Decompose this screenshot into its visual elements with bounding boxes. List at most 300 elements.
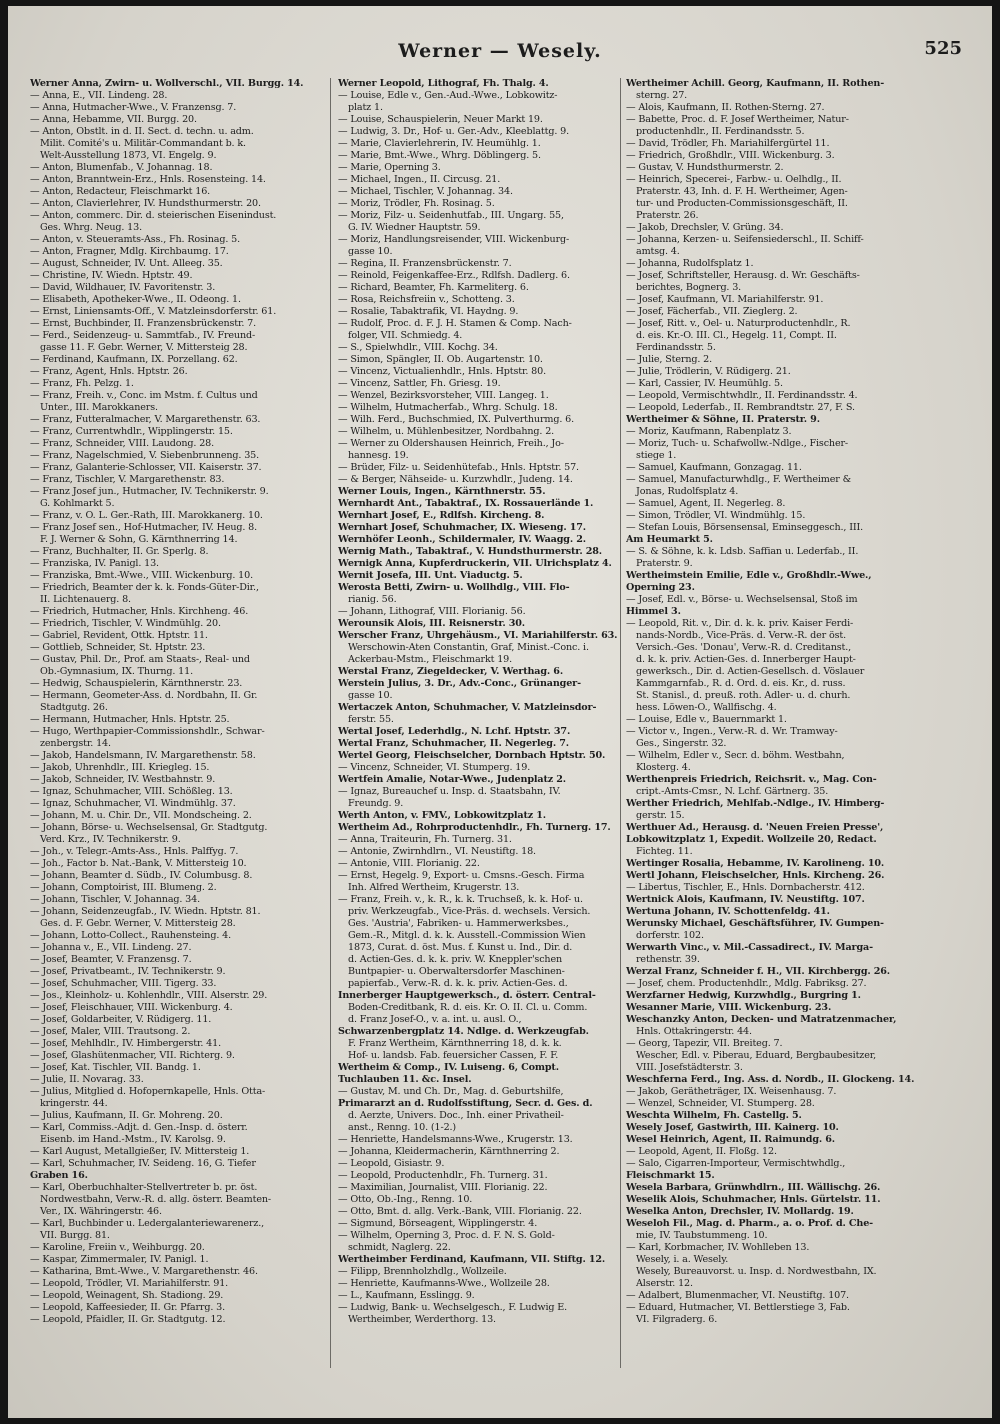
directory-entry: — Wenzel, Bezirksvorsteher, VIII. Langeg. 1. xyxy=(338,390,549,401)
directory-entry: hess. Löwen-O., Wallfischg. 4. xyxy=(636,702,777,713)
directory-entry: Buntpapier- u. Oberwaltersdorfer Maschinen- xyxy=(348,966,565,977)
directory-entry: — Ignaz, Bureauchef u. Insp. d. Staatsbahn, IV. xyxy=(338,786,561,797)
directory-entry: — Werner zu Oldershausen Heinrich, Freih., Jo- xyxy=(338,438,564,449)
directory-entry: Ver., IX. Währingerstr. 46. xyxy=(40,1206,162,1217)
directory-entry: Wertaczek Anton, Schuhmacher, V. Matzleinsdor- xyxy=(338,702,597,713)
directory-entry: VII. Burgg. 81. xyxy=(40,1230,110,1241)
directory-entry: — Regina, II. Franzensbrückenstr. 7. xyxy=(338,258,512,269)
directory-entry: Wesel Heinrich, Agent, II. Raimundg. 6. xyxy=(626,1134,835,1145)
directory-entry: mie, IV. Taubstummeng. 10. xyxy=(636,1230,768,1241)
directory-entry: — Reinold, Feigenkaffee-Erz., Rdlfsh. Dadlerg. 6. xyxy=(338,270,570,281)
directory-entry: Wertinger Rosalia, Hebamme, IV. Karolineng. 10. xyxy=(626,858,885,869)
directory-entry: Werthuer Ad., Herausg. d. 'Neuen Freien Presse', xyxy=(626,822,884,833)
directory-entry: — Hermann, Hutmacher, Hnls. Hptstr. 25. xyxy=(30,714,230,725)
directory-entry: Wernhart Josef, Schuhmacher, IX. Wieseng. 17. xyxy=(338,522,586,533)
directory-entry: — S. & Söhne, k. k. Ldsb. Saffian u. Lederfab., II. xyxy=(626,546,859,557)
directory-entry: d. Actien-Ges. d. k. k. priv. W. Kneppler'schen xyxy=(348,954,563,965)
directory-entry: — Elisabeth, Apotheker-Wwe., II. Odeong. 1. xyxy=(30,294,241,305)
directory-entry: Werzal Franz, Schneider f. H., VII. Kirchbergg. 26. xyxy=(626,966,890,977)
directory-entry: Wernigk Anna, Kupferdruckerin, VII. Ulrichsplatz 4. xyxy=(338,558,612,569)
directory-entry: Wernhöfer Leonh., Schildermaler, IV. Waagg. 2. xyxy=(338,534,586,545)
directory-entry: — Henriette, Handelsmanns-Wwe., Krugerstr. 13. xyxy=(338,1134,573,1145)
directory-entry: — Leopold, Weinagent, Sh. Stadiong. 29. xyxy=(30,1290,224,1301)
directory-entry: — Heinrich, Specerei-, Farbw.- u. Oelhdlg., II. xyxy=(626,174,842,185)
directory-entry: Werounsik Alois, III. Reisnerstr. 30. xyxy=(338,618,525,629)
directory-entry: — Karl, Buchbinder u. Ledergalanteriewarenerz., xyxy=(30,1218,265,1229)
directory-entry: 1873, Curat. d. öst. Mus. f. Kunst u. Ind., Dir. d. xyxy=(348,942,573,953)
directory-entry: Ferdinandsstr. 5. xyxy=(636,342,716,353)
directory-entry: Verd. Krz., IV. Technikerstr. 9. xyxy=(40,834,181,845)
directory-entry: — Josef, Goldarbeiter, V. Rüdigerg. 11. xyxy=(30,1014,212,1025)
directory-entry: — Karoline, Freiin v., Weihburgg. 20. xyxy=(30,1242,205,1253)
directory-entry: — Marie, Clavierlehrerin, IV. Heumühlg. 1. xyxy=(338,138,541,149)
directory-entry: Werther Friedrich, Mehlfab.-Ndlge., IV. Himberg- xyxy=(626,798,885,809)
directory-entry: Inh. Alfred Wertheim, Krugerstr. 13. xyxy=(348,882,520,893)
directory-entry: — Alois, Kaufmann, II. Rothen-Sterng. 27. xyxy=(626,102,825,113)
directory-entry: Werstal Franz, Ziegeldecker, V. Werthag. 6. xyxy=(338,666,564,677)
directory-entry: Wertheimber, Werderthorg. 13. xyxy=(348,1314,496,1325)
directory-entry: Graben 16. xyxy=(30,1170,88,1181)
directory-entry: — Julius, Mitglied d. Hofopernkapelle, Hnls. Otta- xyxy=(30,1086,266,1097)
directory-entry: — Julius, Kaufmann, II. Gr. Mohreng. 20. xyxy=(30,1110,223,1121)
directory-entry: — Ernst, Buchbinder, II. Franzensbrückenstr. 7. xyxy=(30,318,257,329)
column-divider xyxy=(330,78,331,1368)
directory-entry: — Kaspar, Zimmermaler, IV. Panigl. 1. xyxy=(30,1254,209,1265)
directory-entry: Ob.-Gymnasium, IX. Thurng. 11. xyxy=(40,666,193,677)
directory-entry: — Friedrich, Beamter der k. k. Fonds-Güter-Dir., xyxy=(30,582,259,593)
directory-entry: — Moriz, Handlungsreisender, VIII. Wickenburg- xyxy=(338,234,570,245)
directory-entry: — Wilh. Ferd., Buchschmied, IX. Pulverthurmg. 6. xyxy=(338,414,574,425)
directory-entry: Werzfarner Hedwig, Kurzwhdlg., Burgring 1. xyxy=(626,990,861,1001)
directory-entry: schmidt, Naglerg. 22. xyxy=(348,1242,451,1253)
column-2 xyxy=(338,78,636,1398)
directory-entry: Klosterg. 4. xyxy=(636,762,691,773)
directory-entry: Weschta Wilhelm, Fh. Castellg. 5. xyxy=(626,1110,802,1121)
directory-entry: Am Heumarkt 5. xyxy=(626,534,713,545)
directory-entry: — Franz, Currentwhdlr., Wipplingerstr. 15. xyxy=(30,426,233,437)
directory-entry: — Adalbert, Blumenmacher, VI. Neustiftg. 107. xyxy=(626,1290,849,1301)
directory-entry: d. k. k. priv. Actien-Ges. d. Innerberger Haupt- xyxy=(636,654,856,665)
directory-entry: Wertal Josef, Lederhdlg., N. Lchf. Hptstr. 37. xyxy=(338,726,571,737)
directory-entry: F. J. Werner & Sohn, G. Kärnthnerring 14. xyxy=(40,534,238,545)
directory-entry: — Karl, Oberbuchhalter-Stellvertreter b. pr. öst. xyxy=(30,1182,258,1193)
directory-entry: — Jos., Kleinholz- u. Kohlenhdlr., VIII. Alserstr. 29. xyxy=(30,990,268,1001)
directory-entry: — Salo, Cigarren-Importeur, Vermischtwhdlg., xyxy=(626,1158,846,1169)
directory-entry: Ges. d. F. Gebr. Werner, V. Mittersteig 28. xyxy=(40,918,236,929)
directory-entry: Werscher Franz, Uhrgehäusm., VI. Mariahilferstr. 63. xyxy=(338,630,618,641)
directory-entry: — Ignaz, Schuhmacher, VI. Windmühlg. 37. xyxy=(30,798,236,809)
directory-page xyxy=(8,6,992,1418)
directory-entry: Wernhardt Ant., Tabaktraf., IX. Rossauerlände 1. xyxy=(338,498,594,509)
directory-entry: — Samuel, Manufacturwhdlg., F. Wertheimer & xyxy=(626,474,851,485)
directory-entry: — Anna, Traiteurin, Fh. Turnerg. 31. xyxy=(338,834,512,845)
directory-entry: — Leopold, Pfaidler, II. Gr. Stadtgutg. 12. xyxy=(30,1314,226,1325)
directory-entry: — Leopold, Kaffeesieder, II. Gr. Pfarrg. 3. xyxy=(30,1302,225,1313)
directory-entry: gasse 11. F. Gebr. Werner, V. Mittersteig 28. xyxy=(40,342,248,353)
directory-entry: — Rosalie, Tabaktrafik, VI. Haydng. 9. xyxy=(338,306,519,317)
directory-entry: Wernhart Josef, E., Rdlfsh. Kircheng. 8. xyxy=(338,510,545,521)
directory-entry: — Rudolf, Proc. d. F. J. H. Stamen & Comp. Nach- xyxy=(338,318,572,329)
directory-entry: Wertfein Amalie, Notar-Wwe., Judenplatz 2. xyxy=(338,774,566,785)
directory-entry: Werunsky Michael, Geschäftsführer, IV. Gumpen- xyxy=(626,918,884,929)
directory-entry: — Johanna, Kleidermacherin, Kärnthnerring 2. xyxy=(338,1146,560,1157)
directory-entry: Nordwestbahn, Verw.-R. d. allg. österr. Beamten- xyxy=(40,1194,271,1205)
directory-entry: — Libertus, Tischler, E., Hnls. Dornbacherstr. 412. xyxy=(626,882,865,893)
directory-entry: Fleischmarkt 15. xyxy=(626,1170,715,1181)
directory-entry: — Wilhelm, u. Mühlenbesitzer, Nordbahng. 2. xyxy=(338,426,555,437)
directory-entry: — Jakob, Uhrenhdlr., III. Kriegleg. 15. xyxy=(30,762,210,773)
directory-entry: — Johann, Comptoirist, III. Blumeng. 2. xyxy=(30,882,217,893)
directory-entry: Wesely, i. a. Wesely. xyxy=(636,1254,729,1265)
directory-entry: — Franz, Buchhalter, II. Gr. Sperlg. 8. xyxy=(30,546,209,557)
directory-entry: Weseloh Fil., Mag. d. Pharm., a. o. Prof. d. Che- xyxy=(626,1218,873,1229)
directory-entry: — Leopold, Vermischtwhdlr., II. Ferdinandsstr. 4. xyxy=(626,390,858,401)
directory-entry: gasse 10. xyxy=(348,246,393,257)
directory-entry: — Johann, Börse- u. Wechselsensal, Gr. Stadtgutg. xyxy=(30,822,268,833)
column-1 xyxy=(30,78,328,1398)
directory-entry: — David, Trödler, Fh. Mariahilfergürtel 11. xyxy=(626,138,830,149)
directory-entry: Kammgarnfab., R. d. Ord. d. eis. Kr., d. russ. xyxy=(636,678,846,689)
directory-entry: — Josef, Schriftsteller, Herausg. d. Wr. Geschäfts- xyxy=(626,270,860,281)
directory-entry: Primararzt an d. Rudolfsstiftung, Secr. d. Ges. d. xyxy=(338,1098,593,1109)
directory-entry: — Marie, Bmt.-Wwe., Whrg. Döblingerg. 5. xyxy=(338,150,541,161)
directory-entry: — Ernst, Liniensamts-Off., V. Matzleinsdorferstr. 61. xyxy=(30,306,277,317)
directory-entry: Weschferna Ferd., Ing. Ass. d. Nordb., II. Glockeng. 14. xyxy=(626,1074,915,1085)
directory-entry: — Anton, Clavierlehrer, IV. Hundsthurmerstr. 20. xyxy=(30,198,261,209)
directory-entry: — Franz, Tischler, V. Margarethenstr. 83. xyxy=(30,474,225,485)
directory-entry: — Jakob, Gerätheträger, IX. Weisenhausg. 7. xyxy=(626,1086,837,1097)
directory-entry: — Richard, Beamter, Fh. Karmeliterg. 6. xyxy=(338,282,529,293)
directory-entry: — Wenzel, Schneider, VI. Stumperg. 28. xyxy=(626,1098,815,1109)
directory-entry: — Otto, Bmt. d. allg. Verk.-Bank, VIII. Florianig. 22. xyxy=(338,1206,582,1217)
directory-entry: F. Franz Wertheim, Kärnthnerring 18, d. k. k. xyxy=(348,1038,562,1049)
directory-entry: — Anton, Redacteur, Fleischmarkt 16. xyxy=(30,186,211,197)
directory-entry: — Antonie, Zwirnhdlrn., VI. Neustiftg. 18. xyxy=(338,846,536,857)
directory-entry: — Johann, Beamter d. Südb., IV. Columbusg. 8. xyxy=(30,870,253,881)
directory-entry: — Karl, Schuhmacher, IV. Seideng. 16, G. Tiefer xyxy=(30,1158,256,1169)
directory-entry: — Johann, Tischler, V. Johannag. 34. xyxy=(30,894,200,905)
directory-entry: — David, Wildhauer, IV. Favoritenstr. 3. xyxy=(30,282,216,293)
directory-entry: — Maximilian, Journalist, VIII. Florianig. 22. xyxy=(338,1182,548,1193)
directory-entry: — Josef, chem. Productenhdlr., Mdlg. Fabriksg. 27. xyxy=(626,978,867,989)
directory-entry: — Leopold, Agent, II. Floßg. 12. xyxy=(626,1146,777,1157)
directory-entry: sterng. 27. xyxy=(636,90,688,101)
directory-entry: — Ludwig, Bank- u. Wechselgesch., F. Ludwig E. xyxy=(338,1302,568,1313)
directory-entry: — Josef, Privatbeamt., IV. Technikerstr. 9. xyxy=(30,966,226,977)
directory-entry: — Karl August, Metallgießer, IV. Mittersteig 1. xyxy=(30,1146,250,1157)
directory-entry: — August, Schneider, IV. Unt. Alleeg. 35. xyxy=(30,258,223,269)
directory-entry: — Julie, II. Novarag. 33. xyxy=(30,1074,144,1085)
directory-entry: nands-Nordb., Vice-Präs. d. Verw.-R. der öst. xyxy=(636,630,847,641)
directory-entry: G. IV. Wiedner Hauptstr. 59. xyxy=(348,222,481,233)
directory-entry: — Wilhelm, Operning 3, Proc. d. F. N. S. Gold- xyxy=(338,1230,555,1241)
directory-entry: — Antonie, VIII. Florianig. 22. xyxy=(338,858,480,869)
directory-entry: — Johann, Seidenzeugfab., IV. Wiedn. Hptstr. 81. xyxy=(30,906,261,917)
directory-entry: Ackerbau-Mstm., Fleischmarkt 19. xyxy=(348,654,513,665)
directory-entry: — Filipp, Brennholzhdlg., Wollzeile. xyxy=(338,1266,507,1277)
directory-entry: — Karl, Korbmacher, IV. Wohlleben 13. xyxy=(626,1242,810,1253)
directory-entry: — Friedrich, Tischler, V. Windmühlg. 20. xyxy=(30,618,221,629)
directory-entry: — Friedrich, Großhdlr., VIII. Wickenburg. 3. xyxy=(626,150,835,161)
directory-entry: Weschanzky Anton, Decken- und Matratzenmacher, xyxy=(626,1014,897,1025)
directory-entry: Wertuna Johann, IV. Schottenfeldg. 41. xyxy=(626,906,830,917)
directory-entry: Praterstr. 26. xyxy=(636,210,699,221)
directory-entry: Operning 23. xyxy=(626,582,695,593)
directory-entry: Werstein Julius, 3. Dr., Adv.-Conc., Grünanger- xyxy=(338,678,581,689)
directory-entry: — Johanna v., E., VII. Lindeng. 27. xyxy=(30,942,192,953)
directory-entry: VI. Filgraderg. 6. xyxy=(636,1314,718,1325)
directory-entry: — Gottlieb, Schneider, St. Hptstr. 23. xyxy=(30,642,206,653)
directory-entry: Werschowin-Aten Constantin, Graf, Minist.-Conc. i. xyxy=(348,642,589,653)
directory-entry: — Michael, Tischler, V. Johannag. 34. xyxy=(338,186,513,197)
directory-entry: — Johann, Lotto-Collect., Rauhensteing. 4. xyxy=(30,930,231,941)
directory-entry: — Marie, Operning 3. xyxy=(338,162,441,173)
directory-entry: — Jakob, Schneider, IV. Westbahnstr. 9. xyxy=(30,774,216,785)
directory-entry: — Samuel, Kaufmann, Gonzagag. 11. xyxy=(626,462,802,473)
directory-entry: Wernit Josefa, III. Unt. Viaductg. 5. xyxy=(338,570,523,581)
directory-entry: Wertheim Ad., Rohrproductenhdlr., Fh. Turnerg. 17. xyxy=(338,822,611,833)
directory-entry: rianig. 56. xyxy=(348,594,397,605)
directory-entry: — Vincenz, Victualienhdlr., Hnls. Hptstr. 80. xyxy=(338,366,546,377)
directory-entry: Schwarzenbergplatz 14. Ndlge. d. Werkzeugfab. xyxy=(338,1026,589,1037)
directory-entry: — Sigmund, Börseagent, Wipplingerstr. 4. xyxy=(338,1218,538,1229)
directory-entry: — Josef, Edl. v., Börse- u. Wechselsensal, Stoß im xyxy=(626,594,858,605)
directory-entry: anst., Renng. 10. (1-2.) xyxy=(348,1122,457,1133)
directory-entry: — Vincenz, Sattler, Fh. Griesg. 19. xyxy=(338,378,501,389)
directory-entry: Himmel 3. xyxy=(626,606,681,617)
directory-entry: — Johanna, Kerzen- u. Seifensiederschl., II. Schiff- xyxy=(626,234,864,245)
directory-entry: — & Berger, Nähseide- u. Kurzwhdlr., Judeng. 14. xyxy=(338,474,573,485)
directory-entry: — Franz, Schneider, VIII. Laudong. 28. xyxy=(30,438,214,449)
directory-entry: — Eduard, Hutmacher, VI. Bettlerstiege 3, Fab. xyxy=(626,1302,850,1313)
directory-entry: — Michael, Ingen., II. Circusg. 21. xyxy=(338,174,501,185)
directory-entry: hannesg. 19. xyxy=(348,450,409,461)
directory-entry: Hof- u. landsb. Fab. feuersicher Cassen, F. F. xyxy=(348,1050,559,1061)
directory-entry: — Johann, Lithograf, VIII. Florianig. 56. xyxy=(338,606,526,617)
directory-entry: gewerksch., Dir. d. Actien-Gesellsch. d. Vöslauer xyxy=(636,666,865,677)
directory-entry: — S., Spielwhdlr., VIII. Kochg. 34. xyxy=(338,342,498,353)
page-header xyxy=(8,36,992,72)
directory-entry: — Ludwig, 3. Dr., Hof- u. Ger.-Adv., Kleeblattg. 9. xyxy=(338,126,569,137)
directory-entry: Fichteg. 11. xyxy=(636,846,693,857)
directory-entry: — Moriz, Trödler, Fh. Rosinag. 5. xyxy=(338,198,495,209)
directory-entry: platz 1. xyxy=(348,102,383,113)
directory-entry: Werner Anna, Zwirn- u. Wollverschl., VII. Burgg. 14. xyxy=(30,78,304,89)
directory-entry: Wertheimer & Söhne, II. Praterstr. 9. xyxy=(626,414,820,425)
directory-entry: folger, VII. Schmiedg. 4. xyxy=(348,330,463,341)
directory-entry: — Franz, Freih. v., k. R., k. k. Truchseß, k. k. Hof- u. xyxy=(338,894,583,905)
directory-entry: Wertheim & Comp., IV. Luiseng. 6, Compt. xyxy=(338,1062,559,1073)
directory-entry: — Jakob, Handelsmann, IV. Margarethenstr. 58. xyxy=(30,750,256,761)
directory-entry: Werosta Betti, Zwirn- u. Wollhdlg., VIII. Flo- xyxy=(338,582,570,593)
directory-entry: — Josef, Fächerfab., VII. Zieglerg. 2. xyxy=(626,306,798,317)
directory-entry: priv. Werkzeugfab., Vice-Präs. d. wechsels. Versich. xyxy=(348,906,591,917)
directory-entry: — Brüder, Filz- u. Seidenhütefab., Hnls. Hptstr. 57. xyxy=(338,462,579,473)
directory-entry: — Christine, IV. Wiedn. Hptstr. 49. xyxy=(30,270,193,281)
directory-entry: — Moriz, Kaufmann, Rabenplatz 3. xyxy=(626,426,792,437)
directory-entry: — Josef, Glashütenmacher, VII. Richterg. 9. xyxy=(30,1050,235,1061)
directory-entry: — Karl, Cassier, IV. Heumühlg. 5. xyxy=(626,378,783,389)
directory-entry: — Franz, Agent, Hnls. Hptstr. 26. xyxy=(30,366,188,377)
directory-entry: — Ferd., Seidenzeug- u. Sammtfab., IV. Freund- xyxy=(30,330,256,341)
directory-entry: zenbergstr. 14. xyxy=(40,738,111,749)
page-number: 525 xyxy=(924,38,962,59)
directory-entry: d. eis. Kr.-O. III. Cl., Hegelg. 11, Compt. II. xyxy=(636,330,837,341)
directory-entry: d. Aerzte, Univers. Doc., Inh. einer Privatheil- xyxy=(348,1110,564,1121)
directory-entry: — Franz Josef jun., Hutmacher, IV. Technikerstr. 9. xyxy=(30,486,269,497)
column-3 xyxy=(626,78,926,1398)
directory-entry: — Franz, Futteralmacher, V. Margarethenstr. 63. xyxy=(30,414,261,425)
directory-entry: Werwarth Vinc., v. Mil.-Cassadirect., IV. Marga- xyxy=(626,942,873,953)
directory-entry: Gem.-R., Mitgl. d. k. k. Ausstell.-Commission Wien xyxy=(348,930,586,941)
directory-entry: — Ignaz, Schuhmacher, VIII. Schößleg. 13. xyxy=(30,786,233,797)
directory-entry: — Leopold, Trödler, VI. Mariahilferstr. 91. xyxy=(30,1278,229,1289)
directory-entry: — Josef, Mehlhdlr., IV. Himbergerstr. 41. xyxy=(30,1038,221,1049)
directory-entry: — Joh., Factor b. Nat.-Bank, V. Mittersteig 10. xyxy=(30,858,247,869)
directory-entry: — Hedwig, Schauspielerin, Kärnthnerstr. 23. xyxy=(30,678,243,689)
directory-entry: — Johanna, Rudolfsplatz 1. xyxy=(626,258,754,269)
directory-entry: amtsg. 4. xyxy=(636,246,680,257)
directory-entry: VIII. Josefstädterstr. 3. xyxy=(636,1062,743,1073)
directory-entry: berichtes, Bognerg. 3. xyxy=(636,282,742,293)
directory-entry: Lobkowitzplatz 1, Expedit. Wollzeile 20, Redact. xyxy=(626,834,877,845)
directory-entry: — Leopold, Gisiastr. 9. xyxy=(338,1158,445,1169)
directory-entry: Wernig Math., Tabaktraf., V. Hundsthurmerstr. 28. xyxy=(338,546,602,557)
directory-entry: gasse 10. xyxy=(348,690,393,701)
directory-entry: — Simon, Spängler, II. Ob. Augartenstr. 10. xyxy=(338,354,543,365)
directory-entry: Unter., III. Marokkaners. xyxy=(40,402,158,413)
directory-entry: — Friedrich, Hutmacher, Hnls. Kirchheng. 46. xyxy=(30,606,249,617)
directory-entry: — Ferdinand, Kaufmann, IX. Porzellang. 62. xyxy=(30,354,238,365)
directory-entry: — Anton, v. Steueramts-Ass., Fh. Rosinag. 5. xyxy=(30,234,240,245)
directory-entry: Wertnick Alois, Kaufmann, IV. Neustiftg. 107. xyxy=(626,894,865,905)
directory-entry: — Josef, Kaufmann, VI. Mariahilferstr. 91. xyxy=(626,294,824,305)
directory-entry: — Josef, Beamter, V. Franzensg. 7. xyxy=(30,954,192,965)
directory-entry: — L., Kaufmann, Esslingg. 9. xyxy=(338,1290,475,1301)
directory-entry: cript.-Amts-Cmsr., N. Lchf. Gärtnerg. 35. xyxy=(636,786,829,797)
directory-entry: Wesela Barbara, Grünwhdlrn., III. Wällischg. 26. xyxy=(626,1182,881,1193)
directory-entry: — Franziska, IV. Panigl. 13. xyxy=(30,558,159,569)
directory-entry: Wertheimer Achill. Georg, Kaufmann, II. Rothen- xyxy=(626,78,885,89)
directory-entry: — Gustav, M. und Ch. Dr., Mag. d. Geburtshilfe, xyxy=(338,1086,564,1097)
directory-entry: — Josef, Kat. Tischler, VII. Bandg. 1. xyxy=(30,1062,201,1073)
directory-entry: Werthenpreis Friedrich, Reichsrit. v., Mag. Con- xyxy=(626,774,877,785)
directory-entry: Jonas, Rudolfsplatz 4. xyxy=(636,486,739,497)
directory-entry: — Henriette, Kaufmanns-Wwe., Wollzeile 28. xyxy=(338,1278,550,1289)
directory-entry: Wertheimstein Emilie, Edle v., Großhdlr.-Wwe., xyxy=(626,570,872,581)
directory-entry: Ges. Whrg. Neug. 13. xyxy=(40,222,142,233)
directory-entry: — Franz, Galanterie-Schlosser, VII. Kaiserstr. 37. xyxy=(30,462,262,473)
directory-entry: — Moriz, Filz- u. Seidenhutfab., III. Ungarg. 55, xyxy=(338,210,564,221)
directory-entry: kringerstr. 44. xyxy=(40,1098,108,1109)
directory-entry: — Joh., v. Telegr.-Amts-Ass., Hnls. Palffyg. 7. xyxy=(30,846,239,857)
directory-entry: — Franz, v. O. L. Ger.-Rath, III. Marokkanerg. 10. xyxy=(30,510,263,521)
directory-entry: Alserstr. 12. xyxy=(636,1278,693,1289)
directory-entry: Wesanner Marie, VIII. Wickenburg. 23. xyxy=(626,1002,832,1013)
directory-entry: Ges. 'Austria', Fabriken- u. Hammerwerksbes., xyxy=(348,918,569,929)
directory-entry: — Franz, Fh. Pelzg. 1. xyxy=(30,378,134,389)
directory-entry: Wertel Georg, Fleischselcher, Dornbach Hptstr. 50. xyxy=(338,750,606,761)
directory-entry: — Vincenz, Schneider, VI. Stumperg. 19. xyxy=(338,762,531,773)
directory-entry: — Georg, Tapezir, VII. Breiteg. 7. xyxy=(626,1038,783,1049)
directory-entry: — Josef, Maler, VIII. Trautsong. 2. xyxy=(30,1026,191,1037)
directory-entry: d. Franz Josef-O., v. a. int. u. ausl. O., xyxy=(348,1014,522,1025)
directory-entry: — Karl, Commiss.-Adjt. d. Gen.-Insp. d. österr. xyxy=(30,1122,248,1133)
directory-entry: Wesely Josef, Gastwirth, III. Kainerg. 10. xyxy=(626,1122,839,1133)
running-title: Werner — Wesely. xyxy=(398,40,602,62)
directory-entry: — Johann, M. u. Chir. Dr., VII. Mondscheing. 2. xyxy=(30,810,252,821)
directory-entry: — Leopold, Lederfab., II. Rembrandtstr. 27, F. S. xyxy=(626,402,855,413)
directory-entry: ferstr. 55. xyxy=(348,714,394,725)
directory-entry: — Hugo, Werthpapier-Commissionshdlr., Schwar- xyxy=(30,726,265,737)
directory-entry: Weselka Anton, Drechsler, IV. Mollardg. 19. xyxy=(626,1206,854,1217)
directory-entry: Wertal Franz, Schuhmacher, II. Negerleg. 7. xyxy=(338,738,569,749)
directory-entry: — Victor v., Ingen., Verw.-R. d. Wr. Tramway- xyxy=(626,726,838,737)
directory-entry: — Anna, Hebamme, VII. Burgg. 20. xyxy=(30,114,197,125)
column-divider xyxy=(620,78,621,1368)
directory-entry: — Louise, Schauspielerin, Neuer Markt 19. xyxy=(338,114,543,125)
directory-entry: — Anton, commerc. Dir. d. steierischen Eisenindust. xyxy=(30,210,277,221)
directory-entry: — Julie, Sterng. 2. xyxy=(626,354,712,365)
directory-entry: — Julie, Trödlerin, V. Rüdigerg. 21. xyxy=(626,366,791,377)
directory-entry: — Katharina, Bmt.-Wwe., V. Margarethenstr. 46. xyxy=(30,1266,258,1277)
directory-entry: Praterstr. 9. xyxy=(636,558,693,569)
directory-entry: Weselik Alois, Schuhmacher, Hnls. Gürtelstr. 11. xyxy=(626,1194,881,1205)
directory-entry: — Leopold, Productenhdlr., Fh. Turnerg. 31. xyxy=(338,1170,548,1181)
directory-entry: — Leopold, Rit. v., Dir. d. k. k. priv. Kaiser Ferdi- xyxy=(626,618,854,629)
directory-entry: Boden-Creditbank, R. d. eis. Kr. O. II. Cl. u. Comm. xyxy=(348,1002,588,1013)
directory-entry: Praterstr. 43, Inh. d. F. H. Wertheimer, Agen- xyxy=(636,186,848,197)
directory-entry: — Anton, Branntwein-Erz., Hnls. Rosensteing. 14. xyxy=(30,174,266,185)
directory-entry: Versich.-Ges. 'Donau', Verw.-R. d. Creditanst., xyxy=(636,642,852,653)
directory-entry: Wescher, Edl. v. Piberau, Eduard, Bergbaubesitzer, xyxy=(636,1050,877,1061)
directory-entry: Ges., Singerstr. 32. xyxy=(636,738,727,749)
directory-entry: — Wilhelm, Edler v., Secr. d. böhm. Westbahn, xyxy=(626,750,845,761)
directory-entry: — Louise, Edle v., Bauernmarkt 1. xyxy=(626,714,787,725)
directory-entry: — Anna, E., VII. Lindeng. 28. xyxy=(30,90,168,101)
directory-entry: — Samuel, Agent, II. Negerleg. 8. xyxy=(626,498,786,509)
directory-entry: Freundg. 9. xyxy=(348,798,404,809)
directory-entry: — Simon, Trödler, VI. Windmühlg. 15. xyxy=(626,510,806,521)
directory-entry: — Ernst, Hegelg. 9, Export- u. Cmsns.-Gesch. Firma xyxy=(338,870,585,881)
directory-entry: rethenstr. 39. xyxy=(636,954,700,965)
directory-entry: — Gabriel, Revident, Ottk. Hptstr. 11. xyxy=(30,630,208,641)
directory-entry: — Anton, Obstlt. in d. II. Sect. d. techn. u. adm. xyxy=(30,126,254,137)
directory-entry: Innerberger Hauptgewerksch., d. österr. Central- xyxy=(338,990,596,1001)
directory-entry: Eisenb. im Hand.-Mstm., IV. Karolsg. 9. xyxy=(40,1134,226,1145)
directory-entry: — Franz, Nagelschmied, V. Siebenbrunneng. 35. xyxy=(30,450,260,461)
directory-entry: — Louise, Edle v., Gen.-Aud.-Wwe., Lobkowitz- xyxy=(338,90,558,101)
directory-entry: — Josef, Fleischhauer, VIII. Wickenburg. 4. xyxy=(30,1002,233,1013)
directory-entry: productenhdlr., II. Ferdinandsstr. 5. xyxy=(636,126,805,137)
directory-entry: dorferstr. 102. xyxy=(636,930,704,941)
directory-entry: Hnls. Ottakringerstr. 44. xyxy=(636,1026,752,1037)
directory-entry: — Franziska, Bmt.-Wwe., VIII. Wickenburg. 10. xyxy=(30,570,253,581)
directory-entry: — Anna, Hutmacher-Wwe., V. Franzensg. 7. xyxy=(30,102,237,113)
directory-entry: — Babette, Proc. d. F. Josef Wertheimer, Natur- xyxy=(626,114,849,125)
directory-entry: II. Lichtenauerg. 8. xyxy=(40,594,131,605)
directory-entry: — Josef, Schuhmacher, VIII. Tigerg. 33. xyxy=(30,978,217,989)
directory-entry: tur- und Producten-Commissionsgeschäft, II. xyxy=(636,198,848,209)
directory-entry: Wesely, Bureauvorst. u. Insp. d. Nordwestbahn, IX. xyxy=(636,1266,877,1277)
directory-entry: Wertheimber Ferdinand, Kaufmann, VII. Stiftg. 12. xyxy=(338,1254,606,1265)
directory-entry: stiege 1. xyxy=(636,450,677,461)
directory-entry: Werner Leopold, Lithograf, Fh. Thalg. 4. xyxy=(338,78,549,89)
directory-entry: — Gustav, Phil. Dr., Prof. am Staats-, Real- und xyxy=(30,654,250,665)
directory-entry: — Gustav, V. Hundsthurmerstr. 2. xyxy=(626,162,784,173)
directory-entry: — Otto, Ob.-Ing., Renng. 10. xyxy=(338,1194,473,1205)
directory-entry: Werner Louis, Ingen., Kärnthnerstr. 55. xyxy=(338,486,546,497)
